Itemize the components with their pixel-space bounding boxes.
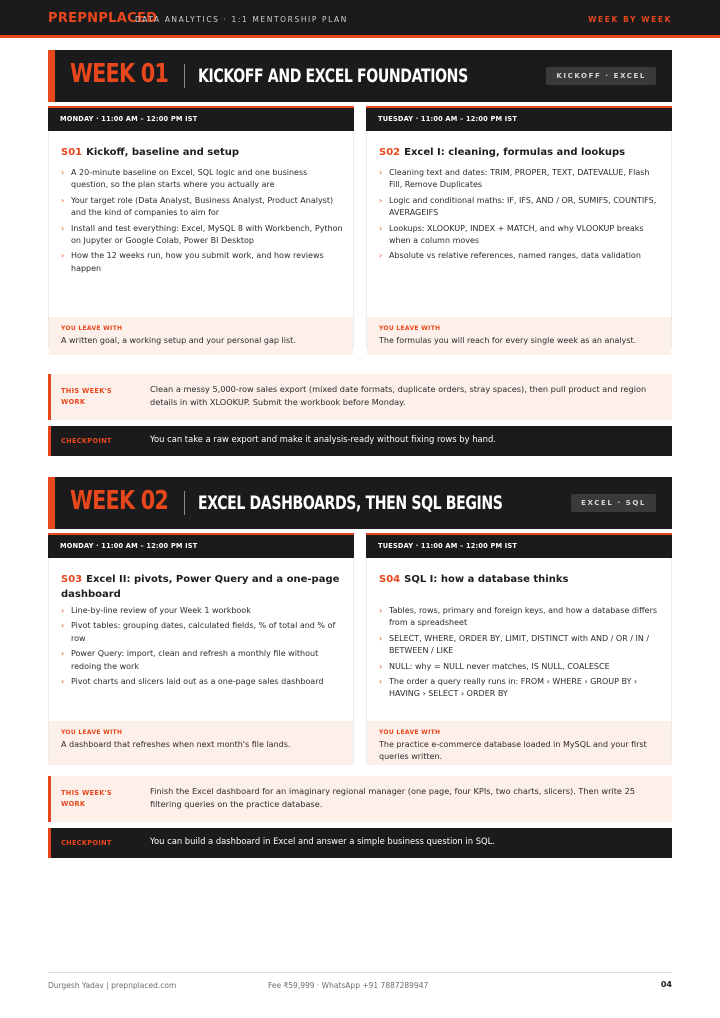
list-item: › Pivot tables: grouping dates, calculated fields, % of total and % of row: [61, 621, 336, 643]
list-item: › Power Query: import, clean and refresh a monthly file without redoing the work: [61, 649, 319, 671]
session-card-s04: [366, 533, 672, 765]
list-item: › Install and test everything: Excel, MySQL 8 with Workbench, Python on Jupyter or Google Colab, Power BI Desktop: [61, 223, 343, 246]
session-title: [61, 572, 346, 602]
list-item: › Cleaning text and dates: TRIM, PROPER, TEXT, DATEVALUE, Flash Fill, Remove Duplicates: [379, 168, 650, 190]
work-accent: [48, 374, 51, 420]
page-number: 04: [660, 980, 672, 989]
session-code: S02: [379, 147, 401, 158]
chevron-right-icon: ›: [379, 251, 383, 261]
session-code: S01: [61, 147, 83, 158]
leave-with-label: YOU LEAVE WITH: [379, 325, 441, 332]
work-accent: [48, 776, 51, 822]
leave-with-label: YOU LEAVE WITH: [379, 729, 441, 736]
chevron-right-icon: ›: [379, 606, 383, 615]
session-card-s03: [48, 533, 354, 765]
week-2-checkpoint: [48, 828, 672, 858]
card-body: [48, 131, 354, 349]
week-tag: EXCEL · SQL: [571, 494, 656, 512]
list-item: › Line-by-line review of your Week 1 workbook: [61, 605, 346, 617]
session-title-text: Kickoff, baseline and setup: [86, 147, 240, 158]
session-day: MONDAY · 11:00 AM – 12:00 PM IST: [48, 108, 354, 131]
checkpoint-label: CHECKPOINT: [61, 437, 112, 445]
session-code: S03: [61, 574, 83, 585]
list-item: › SELECT, WHERE, ORDER BY, LIMIT, DISTINCT with AND / OR / IN / BETWEEN / LIKE: [379, 633, 650, 656]
brand-logo: PREPNPLACED: [48, 11, 158, 26]
top-bar: [0, 0, 720, 38]
work-text: Finish the Excel dashboard for an imaginary regional manager (one page, four KPIs, two charts, slicers). Then write 25 filtering queries on the practice database.: [150, 786, 635, 809]
session-day: TUESDAY · 11:00 AM – 12:00 PM IST: [366, 108, 672, 131]
chevron-right-icon: ›: [379, 223, 383, 233]
leave-with-box: [49, 721, 353, 765]
list-item: › The order a query really runs in: FROM › WHERE › GROUP BY › HAVING › SELECT › ORDER BY: [379, 677, 638, 699]
session-title: [61, 145, 346, 160]
divider: [184, 491, 185, 515]
work-text: Clean a messy 5,000-row sales export (mixed date formats, duplicate orders, stray spaces), then pull product and region details in with XLOOKUP. Submit the workbook before Monday.: [150, 384, 647, 407]
session-title: [379, 572, 664, 587]
list-item: › Your target role (Data Analyst, Business Analyst, Product Analyst) and the kind of companies to aim for: [61, 195, 334, 218]
chevron-right-icon: ›: [61, 223, 65, 233]
leave-with-box: [367, 721, 671, 765]
chevron-right-icon: ›: [61, 606, 65, 615]
header-right-label: WEEK BY WEEK: [588, 15, 672, 24]
leave-with-text: The formulas you will reach for every single week as an analyst.: [379, 336, 637, 345]
list-item: › Lookups: XLOOKUP, INDEX + MATCH, and why VLOOKUP breaks when a column moves: [379, 223, 644, 246]
card-body: [366, 131, 672, 349]
chevron-right-icon: ›: [61, 251, 65, 261]
leave-with-label: YOU LEAVE WITH: [61, 325, 123, 332]
week-2-header: [48, 477, 672, 529]
list-item: › NULL: why = NULL never matches, IS NULL, COALESCE: [379, 661, 664, 673]
session-bullets: [61, 167, 346, 278]
chevron-right-icon: ›: [379, 677, 383, 687]
checkpoint-accent: [48, 828, 51, 858]
session-card-s02: [366, 106, 672, 349]
session-bullets: [379, 605, 664, 704]
chevron-right-icon: ›: [61, 195, 65, 205]
work-label: THIS WEEK'S WORK: [61, 387, 112, 406]
leave-with-box: [49, 317, 353, 355]
footer-contact: Fee ₹59,999 · WhatsApp +91 7887289947: [268, 981, 429, 990]
footer-divider: [48, 972, 672, 973]
week-1-work-box: [48, 374, 672, 420]
session-title-text: SQL I: how a database thinks: [404, 574, 569, 585]
list-item: › Pivot charts and slicers laid out as a one-page sales dashboard: [61, 676, 346, 688]
card-body: [366, 558, 672, 765]
footer-author: Durgesh Yadav | prepnplaced.com: [48, 981, 177, 990]
leave-with-label: YOU LEAVE WITH: [61, 729, 123, 736]
header-subtitle: DATA ANALYTICS · 1:1 MENTORSHIP PLAN: [135, 15, 348, 24]
leave-with-box: [367, 317, 671, 355]
week-2-work-box: [48, 776, 672, 822]
chevron-right-icon: ›: [379, 168, 383, 177]
checkpoint-accent: [48, 426, 51, 456]
header-accent-line: [0, 35, 720, 38]
divider: [184, 64, 185, 88]
session-day: MONDAY · 11:00 AM – 12:00 PM IST: [48, 535, 354, 558]
chevron-right-icon: ›: [379, 661, 383, 671]
list-item: › Logic and conditional maths: IF, IFS, AND / OR, SUMIFS, COUNTIFS, AVERAGEIFS: [379, 195, 657, 218]
card-body: [48, 558, 354, 765]
list-item: › Tables, rows, primary and foreign keys, and how a database differs from a spreadsheet: [379, 606, 658, 628]
session-bullets: [379, 167, 664, 266]
work-label: THIS WEEK'S WORK: [61, 789, 112, 808]
chevron-right-icon: ›: [61, 621, 65, 631]
chevron-right-icon: ›: [379, 195, 383, 205]
week-title: KICKOFF AND EXCEL FOUNDATIONS: [198, 65, 468, 87]
session-card-s01: [48, 106, 354, 349]
week-number: WEEK 01: [70, 59, 169, 89]
week-title: EXCEL DASHBOARDS, THEN SQL BEGINS: [198, 492, 503, 514]
chevron-right-icon: ›: [379, 633, 383, 643]
session-day: TUESDAY · 11:00 AM – 12:00 PM IST: [366, 535, 672, 558]
checkpoint-label: CHECKPOINT: [61, 839, 112, 847]
session-title: [379, 145, 664, 160]
week-number: WEEK 02: [70, 486, 169, 516]
chevron-right-icon: ›: [61, 677, 65, 687]
session-bullets: [61, 605, 346, 691]
session-title-text: Excel II: pivots, Power Query and a one-page dashboard: [61, 574, 340, 600]
week-1-header: [48, 50, 672, 102]
leave-with-text: A written goal, a working setup and your personal gap list.: [61, 336, 296, 345]
week-header-accent: [48, 477, 55, 529]
checkpoint-text: You can build a dashboard in Excel and answer a simple business question in SQL.: [150, 836, 495, 846]
session-title-text: Excel I: cleaning, formulas and lookups: [404, 147, 626, 158]
list-item: › Absolute vs relative references, named ranges, data validation: [379, 250, 664, 262]
checkpoint-text: You can take a raw export and make it analysis-ready without fixing rows by hand.: [150, 434, 496, 444]
leave-with-text: A dashboard that refreshes when next month's file lands.: [61, 740, 291, 749]
leave-with-text: The practice e-commerce database loaded in MySQL and your first queries written.: [379, 740, 647, 762]
chevron-right-icon: ›: [61, 649, 65, 659]
session-code: S04: [379, 574, 401, 585]
list-item: › How the 12 weeks run, how you submit work, and how reviews happen: [61, 251, 324, 273]
week-header-accent: [48, 50, 55, 102]
list-item: › A 20-minute baseline on Excel, SQL logic and one business question, so the plan starts where you actually are: [61, 168, 308, 190]
week-tag: KICKOFF · EXCEL: [546, 67, 656, 85]
week-1-checkpoint: [48, 426, 672, 456]
chevron-right-icon: ›: [61, 168, 65, 177]
